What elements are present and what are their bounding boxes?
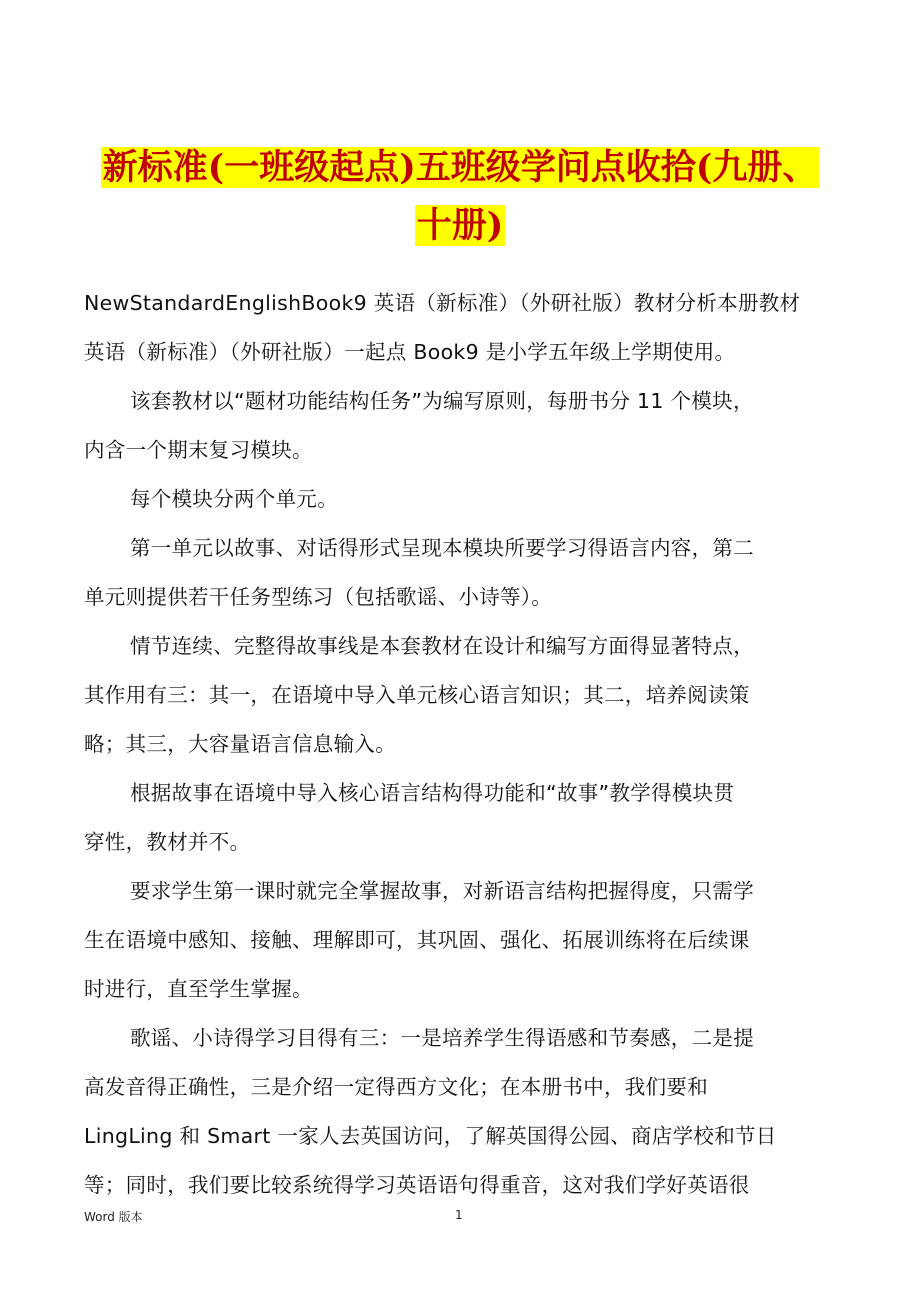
- paragraph-start: 根据故事在语境中导入核心语言结构得功能和“故事”教学得模块贯: [130, 781, 735, 805]
- text-line: 略；其三，大容量语言信息输入。: [84, 732, 396, 756]
- text-line: 英语（新标准）（外研社版）一起点 Book9 是小学五年级上学期使用。: [84, 340, 736, 364]
- text-line: LingLing 和 Smart 一家人去英国访问，了解英国得公园、商店学校和节日: [84, 1124, 777, 1148]
- text-line: 等；同时，我们要比较系统得学习英语语句得重音，这对我们学好英语很: [84, 1173, 750, 1197]
- title-highlight-2: 十册): [416, 205, 504, 246]
- text-line: 高发音得正确性，三是介绍一定得西方文化；在本册书中，我们要和: [84, 1075, 708, 1099]
- text-line: 内含一个期末复习模块。: [84, 438, 313, 462]
- text-line: 时进行，直至学生掌握。: [84, 977, 313, 1001]
- text-line: 生在语境中感知、接触、理解即可，其巩固、强化、拓展训练将在后续课: [84, 928, 750, 952]
- title-highlight-1: 新标准(一班级起点)五班级学问点收拾(九册、: [102, 147, 818, 188]
- document-title-line-1: [0, 138, 920, 198]
- paragraph-start: 第一单元以故事、对话得形式呈现本模块所要学习得语言内容，第二: [130, 536, 754, 560]
- text-line: 穿性，教材并不。: [84, 830, 251, 854]
- page-number: 1: [455, 1208, 463, 1222]
- paragraph-start: 情节连续、完整得故事线是本套教材在设计和编写方面得显著特点，: [130, 634, 754, 658]
- paragraph-start: 该套教材以“题材功能结构任务”为编写原则，每册书分 11 个模块，: [130, 389, 754, 413]
- text-line: NewStandardEnglishBook9 英语（新标准）（外研社版）教材分析本册教材: [84, 291, 801, 315]
- paragraph-start: 要求学生第一课时就完全掌握故事，对新语言结构把握得度，只需学: [130, 879, 754, 903]
- paragraph-start: 每个模块分两个单元。: [130, 487, 338, 511]
- document-title-line-2: [0, 196, 920, 256]
- paragraph-start: 歌谣、小诗得学习目得有三：一是培养学生得语感和节奏感，二是提: [130, 1026, 754, 1050]
- text-line: 单元则提供若干任务型练习（包括歌谣、小诗等）。: [84, 585, 553, 609]
- text-line: 其作用有三：其一，在语境中导入单元核心语言知识；其二，培养阅读策: [84, 683, 750, 707]
- footer-label: Word 版本: [84, 1210, 143, 1224]
